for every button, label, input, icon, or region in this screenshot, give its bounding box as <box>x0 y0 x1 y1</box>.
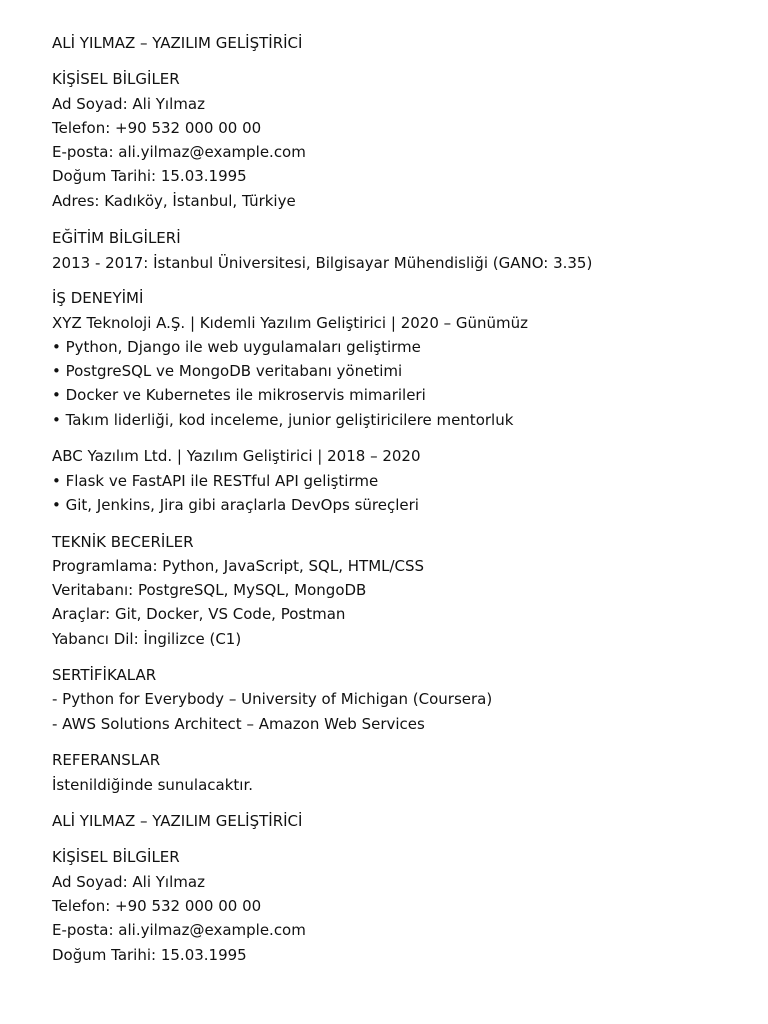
personal-address: Adres: Kadıköy, İstanbul, Türkiye <box>52 192 296 210</box>
job-bullet: • Docker ve Kubernetes ile mikroservis mimarileri <box>52 386 426 404</box>
references-note: İstenildiğinde sunulacaktır. <box>52 776 254 794</box>
job-title-xyz: XYZ Teknoloji A.Ş. | Kıdemli Yazılım Geliştirici | 2020 – Günümüz <box>52 314 529 332</box>
job-bullet: • PostgreSQL ve MongoDB veritabanı yönetimi <box>52 362 403 380</box>
personal-name: Ad Soyad: Ali Yılmaz <box>52 95 205 113</box>
job-bullet: • Flask ve FastAPI ile RESTful API geliştirme <box>52 472 379 490</box>
skill-tools: Araçlar: Git, Docker, VS Code, Postman <box>52 605 346 623</box>
skill-language: Yabancı Dil: İngilizce (C1) <box>52 630 242 648</box>
personal-email: E-posta: ali.yilmaz@example.com <box>52 143 306 161</box>
skill-programming: Programlama: Python, JavaScript, SQL, HTML/CSS <box>52 557 425 575</box>
personal-phone-repeat: Telefon: +90 532 000 00 00 <box>52 897 262 915</box>
document-title: ALİ YILMAZ – YAZILIM GELİŞTİRİCİ <box>52 34 303 52</box>
personal-birthdate: Doğum Tarihi: 15.03.1995 <box>52 167 247 185</box>
section-heading-personal-repeat: KİŞİSEL BİLGİLER <box>52 848 180 866</box>
section-heading-skills: TEKNİK BECERİLER <box>52 533 194 551</box>
personal-name-repeat: Ad Soyad: Ali Yılmaz <box>52 873 205 891</box>
section-heading-education: EĞİTİM BİLGİLERİ <box>52 229 181 247</box>
job-title-abc: ABC Yazılım Ltd. | Yazılım Geliştirici | 2018 – 2020 <box>52 447 421 465</box>
certificate-item: - Python for Everybody – University of Michigan (Coursera) <box>52 690 493 708</box>
job-bullet: • Takım liderliği, kod inceleme, junior geliştiricilere mentorluk <box>52 411 514 429</box>
personal-phone: Telefon: +90 532 000 00 00 <box>52 119 262 137</box>
job-bullet: • Python, Django ile web uygulamaları geliştirme <box>52 338 421 356</box>
document-title-repeat: ALİ YILMAZ – YAZILIM GELİŞTİRİCİ <box>52 812 303 830</box>
education-entry: 2013 - 2017: İstanbul Üniversitesi, Bilgisayar Mühendisliği (GANO: 3.35) <box>52 254 593 272</box>
section-heading-references: REFERANSLAR <box>52 751 161 769</box>
personal-birthdate-repeat: Doğum Tarihi: 15.03.1995 <box>52 946 247 964</box>
job-bullet: • Git, Jenkins, Jira gibi araçlarla DevOps süreçleri <box>52 496 419 514</box>
section-heading-certificates: SERTİFİKALAR <box>52 666 157 684</box>
skill-database: Veritabanı: PostgreSQL, MySQL, MongoDB <box>52 581 367 599</box>
section-heading-personal: KİŞİSEL BİLGİLER <box>52 70 180 88</box>
certificate-item: - AWS Solutions Architect – Amazon Web Services <box>52 715 425 733</box>
personal-email-repeat: E-posta: ali.yilmaz@example.com <box>52 921 306 939</box>
section-heading-experience: İŞ DENEYİMİ <box>52 289 144 307</box>
